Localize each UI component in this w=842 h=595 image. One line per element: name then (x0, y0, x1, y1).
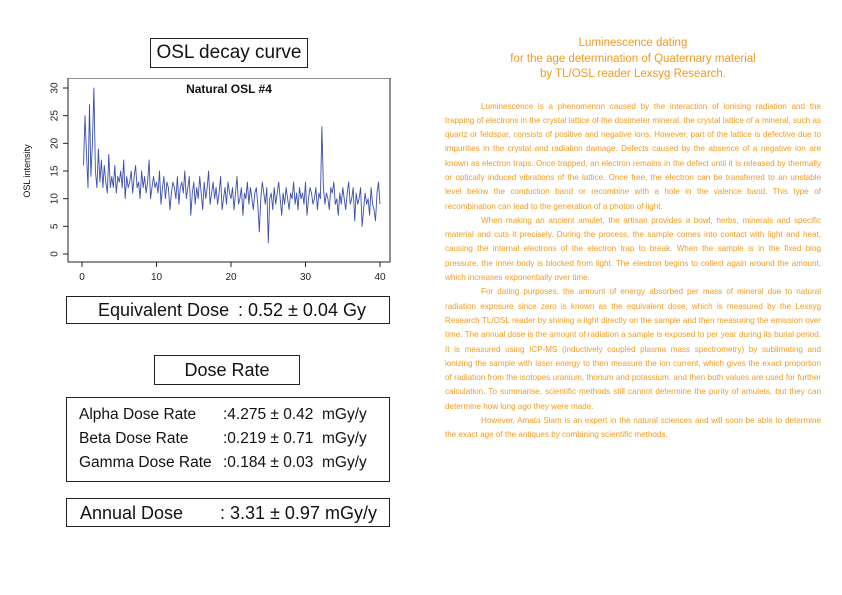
equivalent-dose-box (66, 296, 390, 324)
y-tick-label: 5 (49, 223, 61, 230)
rate-label: Alpha Dose Rate (79, 406, 197, 423)
article-paragraph: Luminescence is a phenomenon caused by the interaction of ionising radiation and the trapping of electrons in the crystal lattice of the dosimeter mineral. the crystal lattice of a mineral, such as quartz or feldspar, consists of positive and negative ions. However, part of the lattice is defective due to impurities in the crystal and radiation damage. Defects caused by the absence of a negative ion are known as electron traps. Once trapped, an electron remains in the defect until it is released by thermally or optically induced vibrations of the lattice. Once free, the electron can be transferred to an unstable level below the conduction band or recombine with a hole in the valence band. This type of recombination can lead to the generation of a photon of light. (445, 101, 821, 211)
x-tick-label: 40 (374, 272, 386, 283)
annual-dose-label: Annual Dose (80, 503, 184, 523)
dose-rate-title: Dose Rate (154, 355, 300, 385)
rate-value: :0.219 ± 0.71 (223, 430, 314, 447)
article-title (445, 36, 821, 83)
y-tick-label: 25 (49, 110, 61, 122)
x-tick-label: 0 (79, 272, 85, 283)
rate-label: Beta Dose Rate (79, 430, 189, 447)
alpha-dose-rate-row (67, 406, 389, 428)
article-title-line: Luminescence dating (578, 37, 688, 49)
beta-dose-rate-row (67, 430, 389, 452)
annual-dose-box (66, 498, 390, 527)
y-tick-label: 0 (49, 251, 61, 257)
rate-unit: mGy/y (322, 430, 367, 447)
article-paragraph: However, Amata Siam is an expert in the natural sciences and will soon be able to determine the exact age of the antiques by combining scientific methods. (445, 416, 821, 440)
article-title-line: for the age determination of Quaternary material (510, 52, 756, 65)
series-line (84, 88, 381, 243)
article (445, 36, 821, 443)
osl-decay-chart (14, 78, 394, 288)
x-tick-label: 10 (150, 272, 163, 283)
annual-dose-value: : 3.31 ± 0.97 mGy/y (220, 503, 377, 523)
y-tick-label: 15 (49, 165, 61, 177)
article-paragraph: For dating purposes, the amount of energy absorbed per mass of mineral due to natural radiation exposure since zero is known as the equivalent dose, which is measured by the Lexsyg Research TL/OSL reader by shining a light directly on the sample and then measuring the emission over time. The annual dose is the amount of radiation a sample is exposed to per year during its burial period. It is measured using ICP-MS (inductively coupled plasma mass spectrometry) by sublimating and ionizing the sample with laser energy to then measure the ion current, which gives the exact proportion of radiation from the isotopes uranium, thorium and potassium, and then both values are used for further calculation. To summarise, scientific methods still cannot determine the purity of amulets, but they can determine how long ago they were made. (445, 287, 821, 411)
y-axis-label: OSL intensity (22, 144, 32, 198)
article-paragraph: When making an ancient amulet, the artisan provides a bowl, herbs, minerals and specific material and cuts it precisely. During the process, the sample comes into contact with light and heat, causing the internal electrons of the electron trap to break. When the sample is in the fixed blog pressure, the inner body is blocked from light. The electron begins to collect again around the amount, which increases exponentially over time. (445, 215, 821, 283)
plot-frame (68, 78, 390, 262)
rate-unit: mGy/y (322, 454, 367, 471)
equivalent-dose-value: : 0.52 ± 0.04 Gy (238, 300, 366, 320)
rate-value: :4.275 ± 0.42 (223, 406, 314, 423)
osl-decay-curve-title: OSL decay curve (150, 38, 308, 68)
y-tick-label: 10 (49, 193, 61, 205)
y-tick-label: 30 (49, 82, 61, 94)
rate-unit: mGy/y (322, 406, 367, 423)
rate-value: :0.184 ± 0.03 (223, 454, 314, 471)
x-tick-label: 30 (299, 272, 312, 283)
chart-title: Natural OSL #4 (186, 82, 272, 96)
x-tick-label: 20 (225, 272, 237, 283)
article-title-line: by TL/OSL reader Lexsyg Research. (539, 68, 726, 80)
y-tick-label: 20 (49, 137, 61, 149)
gamma-dose-rate-row (67, 454, 389, 476)
dose-rates-box (66, 397, 390, 482)
equivalent-dose-label: Equivalent Dose (98, 300, 230, 320)
rate-label: Gamma Dose Rate (79, 454, 212, 471)
